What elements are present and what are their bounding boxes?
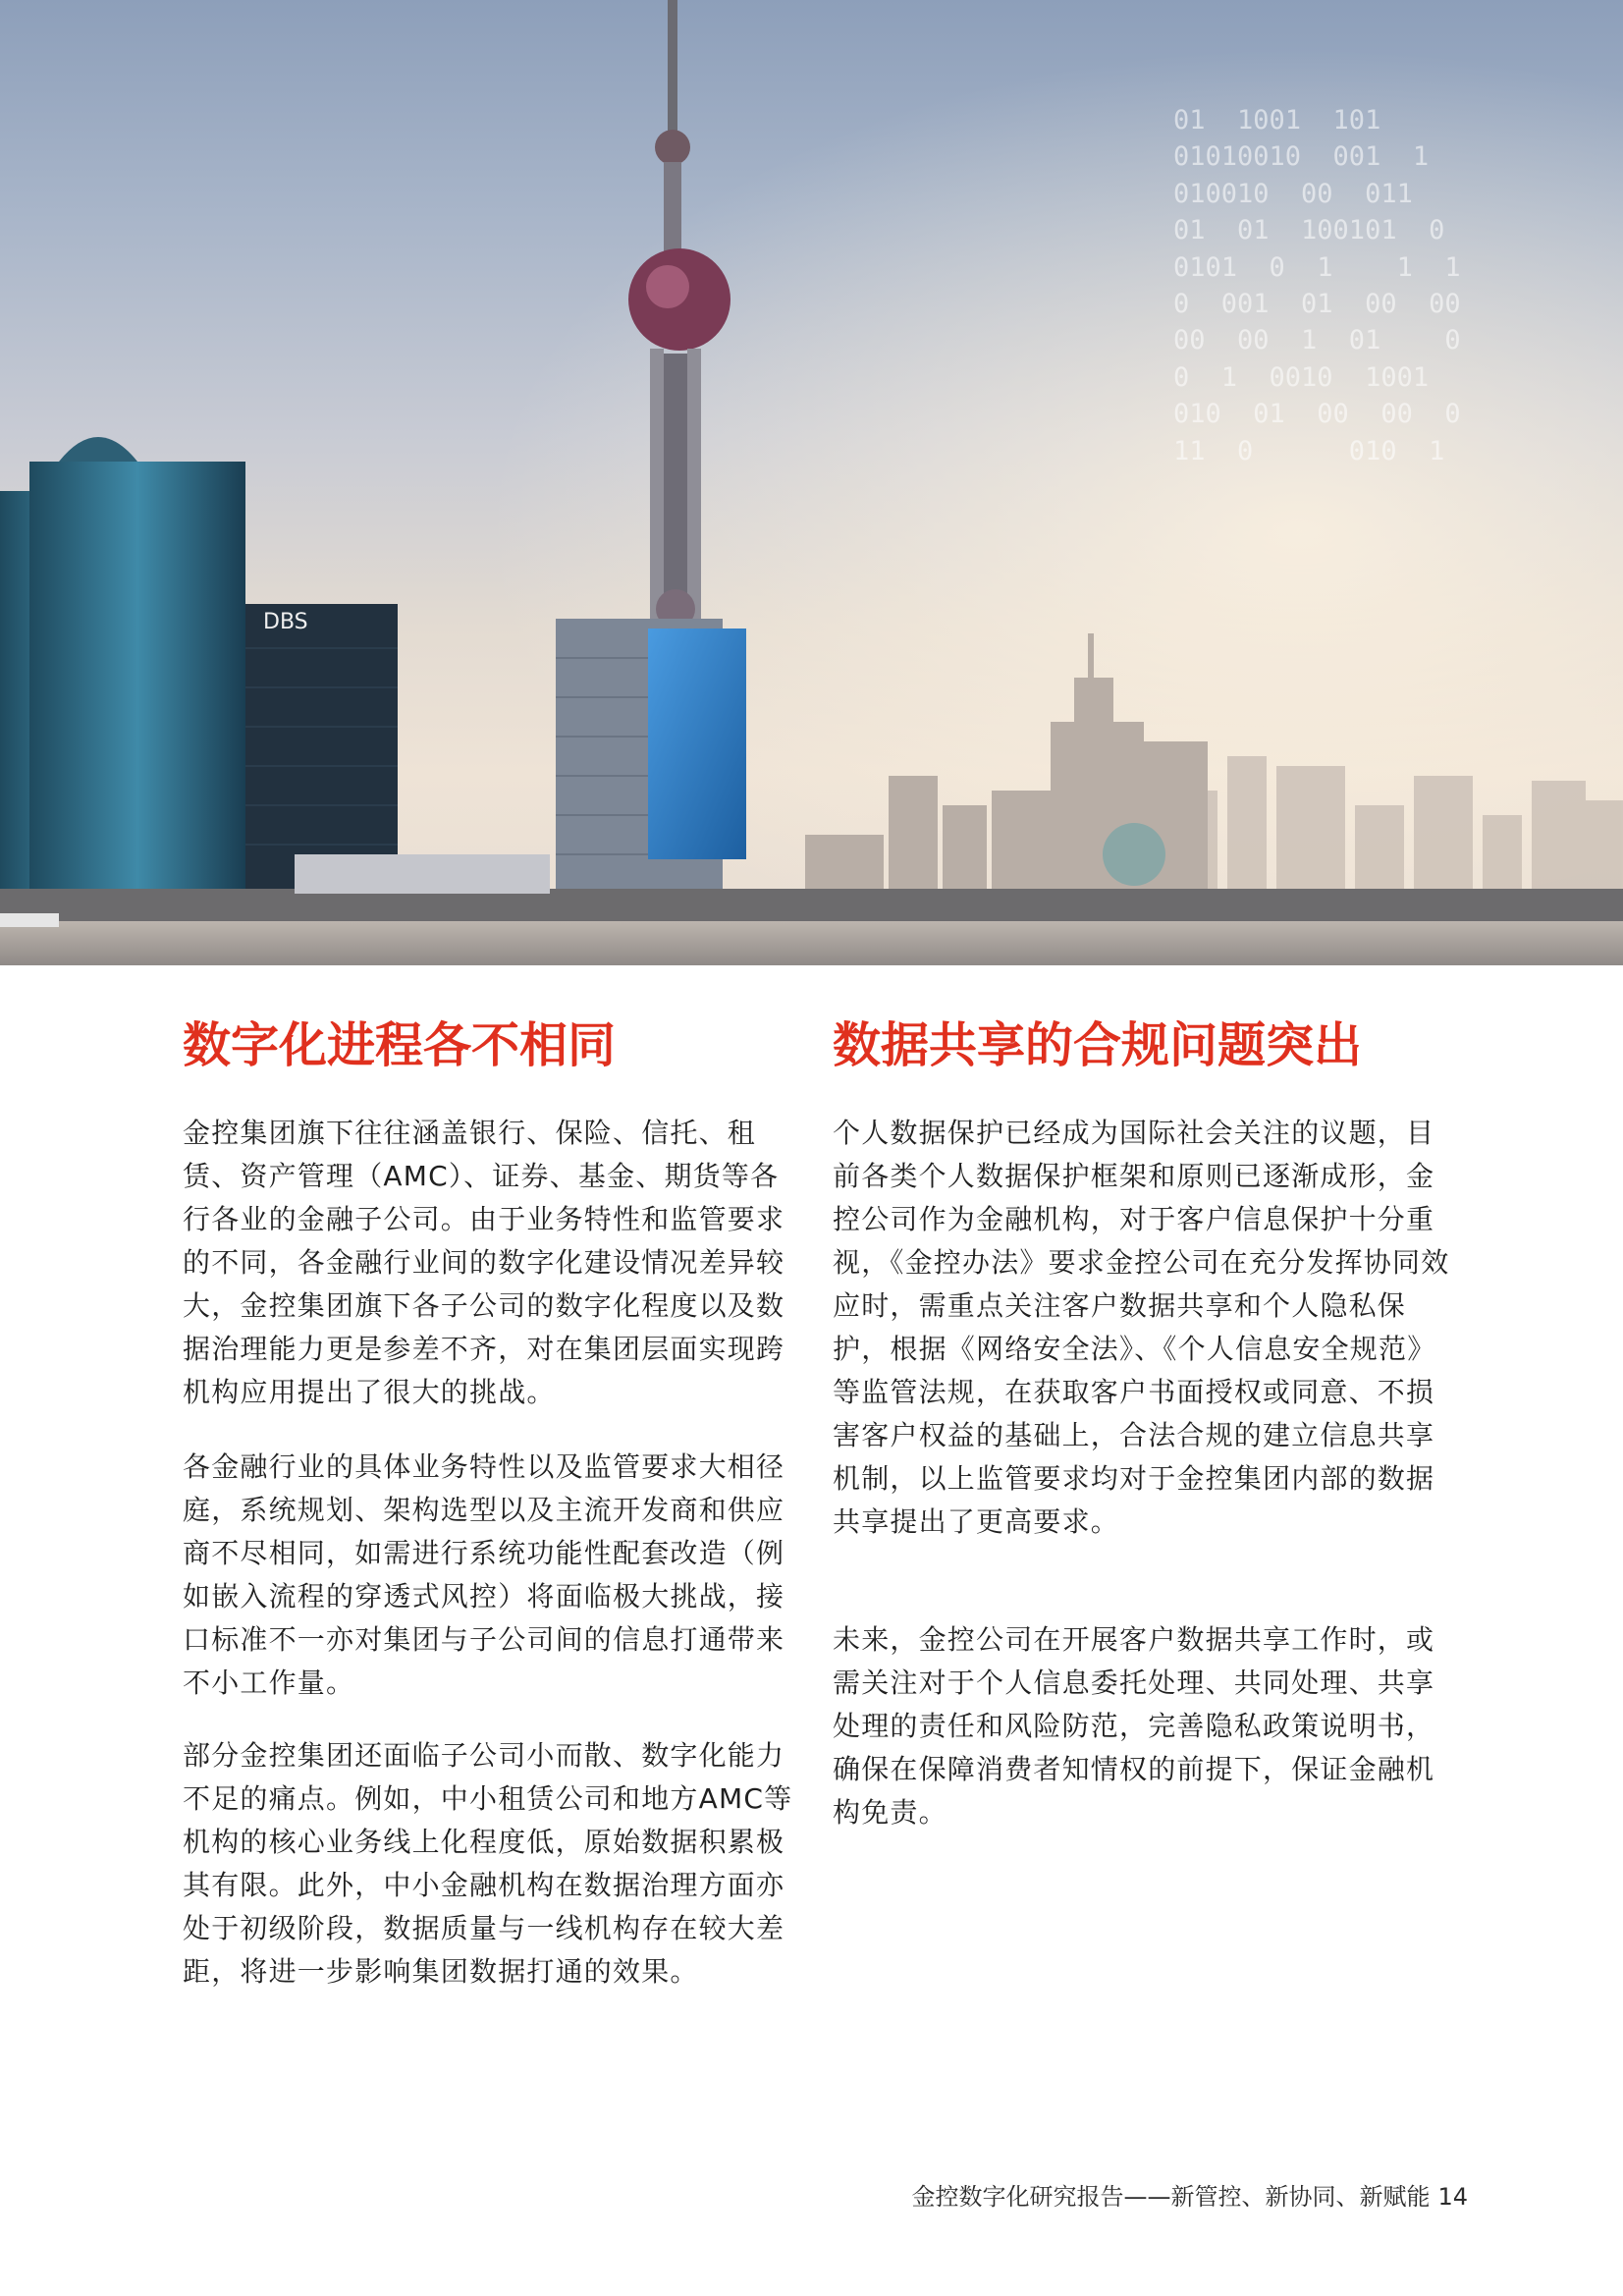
right-paragraph-1: 个人数据保护已经成为国际社会关注的议题，目前各类个人数据保护框架和原则已逐渐成形，金控公司作为金融机构，对于客户信息保护十分重视，《金控办法》要求金控公司在充分发挥协同效应时，需重点关注客户数据共享和个人隐私保护，根据《网络安全法》、《个人信息安全规范》等监管法规，在获取客户书面授权或同意、不损害客户权益的基础上，合法合规的建立信息共享机制，以上监管要求均对于金控集团内部的数据共享提出了更高要求。 xyxy=(833,1117,1450,1538)
section-heading-data-sharing: 数据共享的合规问题突出 xyxy=(833,1017,1363,1073)
right-paragraph-2: 未来，金控公司在开展客户数据共享工作时，或需关注对于个人信息委托处理、共同处理、共享处理的责任和风险防范，完善隐私政策说明书，确保在保障消费者知情权的前提下，保证金融机构免责。 xyxy=(833,1623,1435,1829)
page-footer xyxy=(911,2177,1468,2212)
footer-report-title: 金控数字化研究报告——新管控、新协同、新赋能 xyxy=(911,2183,1431,2211)
left-paragraph-3: 部分金控集团还面临子公司小而散、数字化能力不足的痛点。例如，中小租赁公司和地方AMC等机构的核心业务线上化程度低，原始数据积累极其有限。此外，中小金融机构在数据治理方面亦处于初级阶段，数据质量与一线机构存在较大差距，将进一步影响集团数据打通的效果。 xyxy=(183,1739,793,1988)
hero-skyline-image xyxy=(0,0,1623,965)
dbs-sign: DBS xyxy=(263,610,308,634)
page-number: 14 xyxy=(1437,2183,1468,2211)
binary-code-overlay: 01 1001 101 01010010 001 1 010010 00 011 01 01 100101 0 0101 0 1 1 1 0 001 01 00 00 00 00 1 01 0 0 1 0010 1001 010 01 00 00 0 11 0 010 1 xyxy=(1173,105,1461,466)
left-paragraph-2: 各金融行业的具体业务特性以及监管要求大相径庭，系统规划、架构选型以及主流开发商和供应商不尽相同，如需进行系统功能性配套改造（例如嵌入流程的穿透式风控）将面临极大挑战，接口标准不一亦对集团与子公司间的信息打通带来不小工作量。 xyxy=(183,1450,785,1699)
section-heading-digital-progress: 数字化进程各不相同 xyxy=(183,1017,617,1073)
left-paragraph-1: 金控集团旗下往往涵盖银行、保险、信托、租赁、资产管理（AMC）、证券、基金、期货等各行各业的金融子公司。由于业务特性和监管要求的不同，各金融行业间的数字化建设情况差异较大，金控集团旗下各子公司的数字化程度以及数据治理能力更是参差不齐，对在集团层面实现跨机构应用提出了很大的挑战。 xyxy=(183,1117,785,1408)
